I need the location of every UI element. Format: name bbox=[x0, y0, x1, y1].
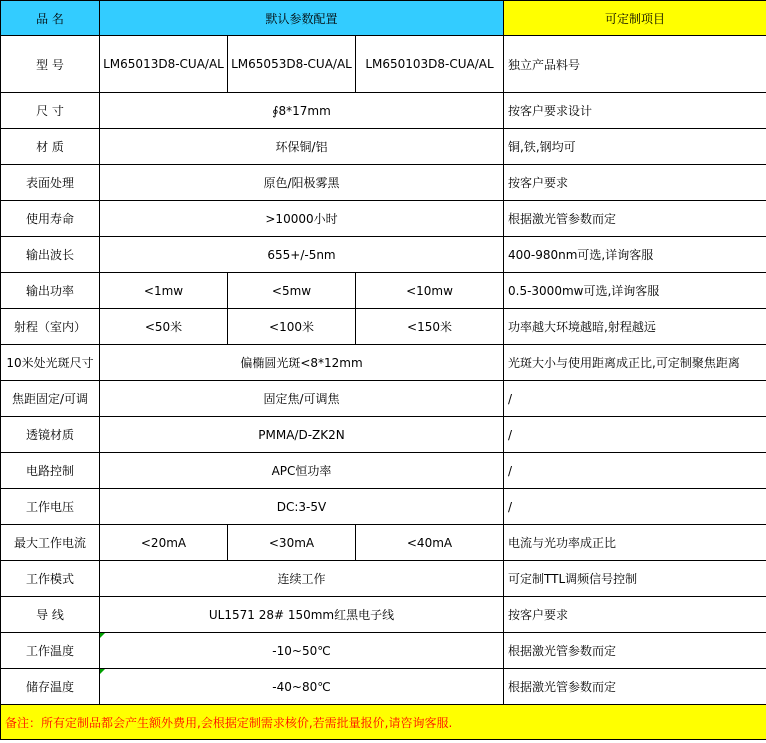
custom-value: 光斑大小与使用距离成正比,可定制聚焦距离 bbox=[504, 345, 766, 381]
table-row bbox=[1, 129, 766, 165]
custom-value: / bbox=[504, 417, 766, 453]
header-name-cell: 品 名 bbox=[1, 1, 100, 36]
custom-value: 根据激光管参数而定 bbox=[504, 669, 766, 705]
table-row bbox=[1, 381, 766, 417]
model-value-2: LM65053D8-CUA/AL bbox=[228, 36, 356, 93]
default-value: >10000小时 bbox=[100, 201, 504, 237]
row-label: 射程（室内） bbox=[1, 309, 100, 345]
custom-value: 按客户要求设计 bbox=[504, 93, 766, 129]
row-label: 材 质 bbox=[1, 129, 100, 165]
table-row bbox=[1, 453, 766, 489]
table-row bbox=[1, 561, 766, 597]
table-row bbox=[1, 525, 766, 561]
table-row bbox=[1, 345, 766, 381]
table-row bbox=[1, 273, 766, 309]
model-value-1: LM65013D8-CUA/AL bbox=[100, 36, 228, 93]
default-value: APC恒功率 bbox=[100, 453, 504, 489]
row-label: 型 号 bbox=[1, 36, 100, 93]
default-value: 偏椭圆光斑<8*12mm bbox=[100, 345, 504, 381]
custom-value: 0.5-3000mw可选,详询客服 bbox=[504, 273, 766, 309]
row-label: 焦距固定/可调 bbox=[1, 381, 100, 417]
range-value-3: <150米 bbox=[356, 309, 504, 345]
custom-value: 铜,铁,钢均可 bbox=[504, 129, 766, 165]
table-row bbox=[1, 237, 766, 273]
range-value-1: <50米 bbox=[100, 309, 228, 345]
row-label: 输出波长 bbox=[1, 237, 100, 273]
default-value: 固定焦/可调焦 bbox=[100, 381, 504, 417]
default-value: -40~80℃ bbox=[100, 669, 504, 705]
custom-value: 400-980nm可选,详询客服 bbox=[504, 237, 766, 273]
table-row bbox=[1, 165, 766, 201]
default-value: PMMA/D-ZK2N bbox=[100, 417, 504, 453]
custom-value: 独立产品料号 bbox=[504, 36, 766, 93]
default-value: ∮8*17mm bbox=[100, 93, 504, 129]
row-label: 电路控制 bbox=[1, 453, 100, 489]
default-value: DC:3-5V bbox=[100, 489, 504, 525]
default-value: 原色/阳极雾黑 bbox=[100, 165, 504, 201]
current-value-3: <40mA bbox=[356, 525, 504, 561]
table-row bbox=[1, 417, 766, 453]
row-label: 输出功率 bbox=[1, 273, 100, 309]
table-row bbox=[1, 669, 766, 705]
custom-value: 可定制TTL调频信号控制 bbox=[504, 561, 766, 597]
range-value-2: <100米 bbox=[228, 309, 356, 345]
custom-value: 电流与光功率成正比 bbox=[504, 525, 766, 561]
table-row bbox=[1, 201, 766, 237]
custom-value: 根据激光管参数而定 bbox=[504, 201, 766, 237]
power-value-2: <5mw bbox=[228, 273, 356, 309]
row-label: 表面处理 bbox=[1, 165, 100, 201]
default-value: 655+/-5nm bbox=[100, 237, 504, 273]
table-row bbox=[1, 309, 766, 345]
row-label: 工作模式 bbox=[1, 561, 100, 597]
current-value-2: <30mA bbox=[228, 525, 356, 561]
custom-value: 按客户要求 bbox=[504, 165, 766, 201]
table-row bbox=[1, 36, 766, 93]
default-value: UL1571 28# 150mm红黑电子线 bbox=[100, 597, 504, 633]
header-custom-cell: 可定制项目 bbox=[504, 1, 766, 36]
header-row bbox=[1, 1, 766, 36]
row-label: 透镜材质 bbox=[1, 417, 100, 453]
row-label: 工作电压 bbox=[1, 489, 100, 525]
current-value-1: <20mA bbox=[100, 525, 228, 561]
default-value: -10~50℃ bbox=[100, 633, 504, 669]
custom-value: / bbox=[504, 453, 766, 489]
table-row bbox=[1, 633, 766, 669]
model-value-3: LM650103D8-CUA/AL bbox=[356, 36, 504, 93]
power-value-3: <10mw bbox=[356, 273, 504, 309]
row-label: 使用寿命 bbox=[1, 201, 100, 237]
custom-value: 根据激光管参数而定 bbox=[504, 633, 766, 669]
header-default-cell: 默认参数配置 bbox=[100, 1, 504, 36]
table-row bbox=[1, 93, 766, 129]
row-label: 最大工作电流 bbox=[1, 525, 100, 561]
custom-value: / bbox=[504, 489, 766, 525]
row-label: 导 线 bbox=[1, 597, 100, 633]
note-text: 备注：所有定制品都会产生额外费用,会根据定制需求核价,若需批量报价,请咨询客服. bbox=[1, 705, 766, 740]
custom-value: 按客户要求 bbox=[504, 597, 766, 633]
custom-value: / bbox=[504, 381, 766, 417]
table-row bbox=[1, 489, 766, 525]
row-label: 尺 寸 bbox=[1, 93, 100, 129]
note-row bbox=[1, 705, 766, 740]
power-value-1: <1mw bbox=[100, 273, 228, 309]
row-label: 储存温度 bbox=[1, 669, 100, 705]
row-label: 工作温度 bbox=[1, 633, 100, 669]
row-label: 10米处光斑尺寸 bbox=[1, 345, 100, 381]
default-value: 环保铜/铝 bbox=[100, 129, 504, 165]
custom-value: 功率越大环境越暗,射程越远 bbox=[504, 309, 766, 345]
default-value: 连续工作 bbox=[100, 561, 504, 597]
table-row bbox=[1, 597, 766, 633]
